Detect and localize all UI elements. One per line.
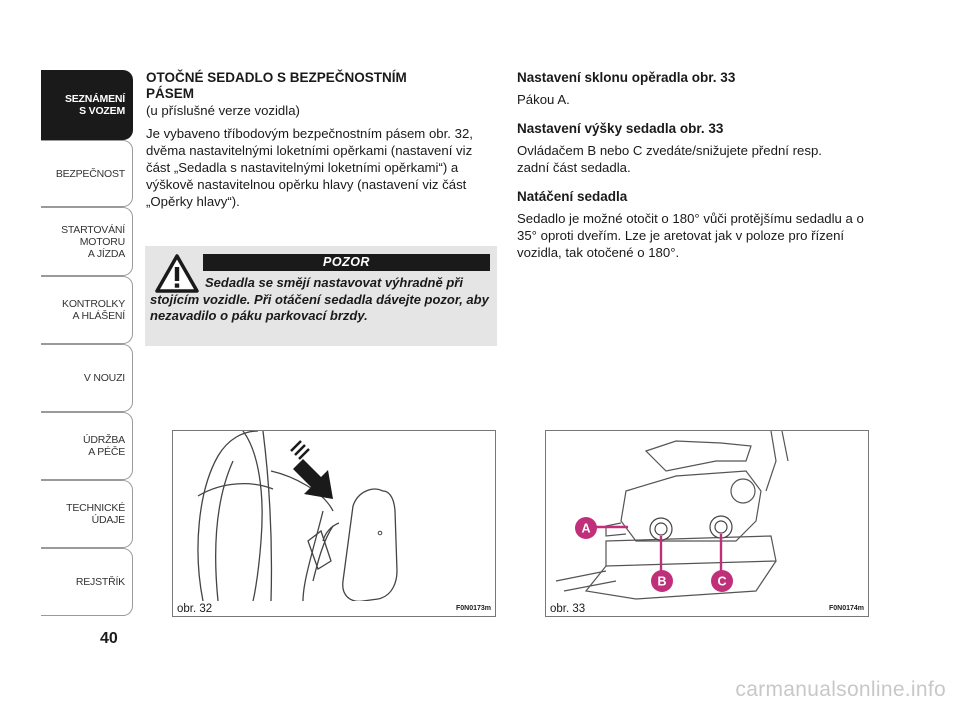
figure-33 [545, 430, 869, 617]
label-c: C [717, 574, 727, 589]
tab-bezpecnost[interactable]: BEZPEČNOST [41, 140, 133, 207]
label-a: A [581, 521, 591, 536]
tab-udrzba[interactable]: ÚDRŽBA A PÉČE [41, 412, 133, 480]
recline-body: Pákou A. [517, 92, 570, 107]
section-subtitle: (u příslušné verze vozidla) [146, 103, 300, 118]
warning-box [145, 246, 497, 346]
section-heading: OTOČNÉ SEDADLO S BEZPEČNOSTNÍM PÁSEM [146, 70, 407, 101]
page-number: 40 [100, 630, 118, 647]
tab-startovani[interactable]: STARTOVÁNÍ MOTORU A JÍZDA [41, 207, 133, 276]
label-b: B [657, 574, 667, 589]
watermark: carmanualsonline.info [735, 678, 946, 701]
left-column [146, 70, 481, 210]
seat-belt-illustration [173, 431, 496, 601]
rotation-body: Sedadlo je možné otočit o 180° vůči protějšímu sedadlu a o 35° oproti dveřím. Lze je aretovat jak v poloze pro řízení vozidla, tak otočené o 180°. [517, 211, 864, 260]
tab-seznameni[interactable]: SEZNÁMENÍ S VOZEM [41, 70, 133, 140]
tab-technicke[interactable]: TECHNICKÉ ÚDAJE [41, 480, 133, 548]
warning-title: POZOR [203, 254, 490, 271]
figure-32-code: F0N0173m [455, 605, 491, 612]
tab-rejstrik[interactable]: REJSTŘÍK [41, 548, 133, 616]
seat-controls-illustration [546, 431, 869, 601]
warning-text: Sedadla se smějí nastavovat výhradně při stojícím vozidle. Při otáčení sedadla dávejte pozor, aby nezavadilo o páku parkovací brzdy. [150, 275, 489, 323]
recline-heading: Nastavení sklonu opěradla obr. 33 [517, 70, 736, 85]
figure-32-caption: obr. 32 [177, 603, 213, 615]
right-column [517, 70, 867, 261]
tab-kontrolky[interactable]: KONTROLKY A HLÁŠENÍ [41, 276, 133, 344]
rotation-heading: Natáčení sedadla [517, 189, 628, 204]
height-body: Ovládačem B nebo C zvedáte/snižujete přední resp. zadní část sedadla. [517, 143, 822, 175]
figure-33-code: F0N0174m [828, 605, 864, 612]
tab-v-nouzi[interactable]: V NOUZI [41, 344, 133, 412]
figure-32 [172, 430, 496, 617]
section-body: Je vybaveno tříbodovým bezpečnostním pásem obr. 32, dvěma nastavitelnými loketními opěrkami (nastavení viz část „Sedadla s nastavitelnými loketními opěrkami“) a výškově nastavitelnou opěrku hlavy (nastavení viz část „Opěrky hlavy“). [146, 126, 473, 209]
figure-33-caption: obr. 33 [550, 603, 586, 615]
height-heading: Nastavení výšky sedadla obr. 33 [517, 121, 724, 136]
